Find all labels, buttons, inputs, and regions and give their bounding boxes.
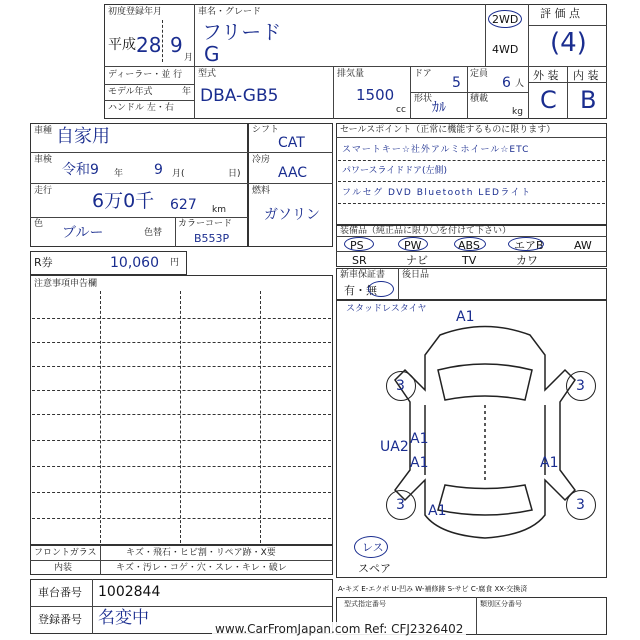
front-glass-label: フロントガラス (34, 548, 97, 558)
recycle-label: R券 (34, 256, 53, 269)
eval-label: 評 価 点 (540, 7, 580, 20)
car-name: フリード (202, 20, 282, 44)
damage-tire-fr: 3 (576, 378, 585, 394)
damage-tire-rl: 3 (396, 497, 405, 513)
damage-tire-fl: 3 (396, 378, 405, 394)
chassis-label: 車台番号 (38, 586, 82, 599)
vehicle-type-label: 車種 (34, 126, 53, 136)
equip-abs: ABS (458, 239, 480, 252)
capacity: 6 (502, 75, 511, 91)
exterior-label: 外 装 (533, 69, 559, 82)
month-unit: 月 (184, 53, 194, 63)
interior-cond-options: キズ・汚レ・コゲ・穴・スレ・キレ・破レ (116, 563, 287, 573)
inspection-day-unit: 日) (228, 169, 241, 179)
sales-points-label: セールスポイント（正常に機能するものに限ります） (340, 125, 556, 135)
vehicle-type: 自家用 (56, 126, 110, 147)
km-unit: km (212, 205, 226, 215)
damage-left-door: UA2 (380, 439, 409, 455)
drive-2wd: 2WD (492, 13, 519, 26)
equip-airbag: エアB (514, 239, 544, 252)
spare-mark: レス (362, 541, 384, 554)
shape: ｶﾙ (432, 100, 446, 116)
kg-unit: kg (512, 107, 523, 117)
load-label: 積載 (470, 94, 489, 104)
damage-tire-rr: 3 (576, 497, 585, 513)
watermark: www.CarFromJapan.com Ref: CFJ2326402 (212, 622, 466, 636)
interior-grade: B (580, 86, 597, 114)
mileage-man: 6万0千 (92, 190, 155, 212)
equip-pw: PW (404, 239, 422, 252)
dealer-label: ディーラー・並 行 (108, 70, 183, 80)
first-reg-year: 28 (136, 33, 162, 57)
eval-score: (4) (550, 28, 587, 58)
inspection-label: 車検 (34, 155, 53, 165)
notes-box (30, 275, 333, 545)
fuel-label: 燃料 (252, 186, 271, 196)
yen-unit: 円 (170, 258, 180, 268)
damage-front: A1 (456, 309, 475, 325)
reg-number: 名変中 (98, 608, 149, 628)
equip-sr: SR (352, 254, 367, 267)
notes-label: 注意事項申告欄 (34, 279, 98, 289)
type-spec-label: 型式指定番号 (344, 600, 386, 608)
chassis-number: 1002844 (98, 584, 161, 600)
displacement-label: 排気量 (337, 69, 365, 79)
equip-tv: TV (462, 254, 477, 267)
inspection-month-unit: 月( (172, 169, 185, 179)
damage-right: A1 (540, 455, 559, 471)
damage-rear-left: A1 (428, 503, 447, 519)
class-label: 類別区分番号 (480, 600, 522, 608)
studless-note: スタッドレスタイヤ (346, 304, 427, 314)
warranty-value: 有・無 (344, 284, 377, 297)
mileage-label: 走行 (34, 186, 53, 196)
capacity-label: 定員 (470, 69, 489, 79)
sales-point-3: フルセグ DVD Bluetooth LEDライト (342, 188, 532, 198)
car-diagram (370, 310, 600, 560)
type-label: 型式 (198, 69, 217, 79)
type-value: DBA-GB5 (200, 86, 279, 106)
color-label: 色 (34, 219, 44, 229)
exterior-grade: C (540, 86, 557, 114)
person-unit: 人 (515, 79, 525, 89)
doors: 5 (452, 75, 461, 91)
first-reg-label: 初度登録年月 (108, 7, 163, 17)
equipment-label: 装備品（純正品に限り〇を付けて下さい） (340, 226, 512, 236)
mileage-rest: 627 (170, 197, 197, 213)
color-value: ブルー (62, 225, 104, 241)
equip-leather: カワ (516, 254, 538, 267)
shift: CAT (278, 135, 305, 151)
name-grade-label: 車名・グレード (198, 7, 262, 17)
first-reg-era: 平成 (108, 37, 136, 53)
new-car-warranty-label: 新車保証書 (340, 270, 386, 280)
equip-aw: AW (574, 239, 592, 252)
displacement: 1500 (356, 86, 395, 104)
inspection-year-unit: 年 (114, 169, 124, 179)
ac-label: 冷房 (252, 155, 271, 165)
interior-label: 内 装 (573, 69, 599, 82)
damage-legend: A-キズ E-エクボ U-凹み W-補修跡 S-サビ C-腐食 XX-交換済 (338, 585, 528, 593)
sales-point-1: スマートキー☆社外アルミホイール☆ETC (342, 145, 530, 155)
drive-4wd: 4WD (492, 43, 519, 56)
handle-label: ハンドル 左・右 (108, 103, 174, 113)
fuel: ガソリン (264, 207, 320, 223)
model-year-label: モデル年式 (108, 87, 153, 97)
hue-label: 色替 (144, 228, 163, 238)
spare-label: スペア (358, 562, 391, 575)
recycle-value: 10,060 (110, 255, 159, 271)
cc-unit: cc (396, 105, 406, 115)
inspection-era: 令和9 (62, 162, 99, 178)
shape-label: 形状 (414, 94, 433, 104)
reg-label: 登録番号 (38, 613, 82, 626)
recall-label: 後日品 (402, 270, 430, 280)
color-code: B553P (194, 232, 230, 245)
ac: AAC (278, 165, 308, 181)
equip-ps: PS (350, 239, 364, 252)
color-code-label: カラーコード (178, 219, 233, 229)
damage-left-1: A1 (410, 431, 429, 447)
interior-cond-label: 内装 (54, 563, 73, 573)
sales-point-2: パワースライドドア(左側) (342, 166, 448, 176)
equip-navi: ナビ (406, 254, 428, 267)
shift-label: シフト (252, 125, 280, 135)
door-label: ドア (414, 69, 432, 79)
inspection-month: 9 (154, 162, 163, 178)
damage-left-2: A1 (410, 455, 429, 471)
first-reg-month: 9 (170, 33, 183, 57)
grade: G (204, 42, 220, 66)
model-year-unit: 年 (182, 87, 192, 97)
front-glass-options: キズ・飛石・ヒビ割・リペア跡・X要 (126, 548, 276, 558)
